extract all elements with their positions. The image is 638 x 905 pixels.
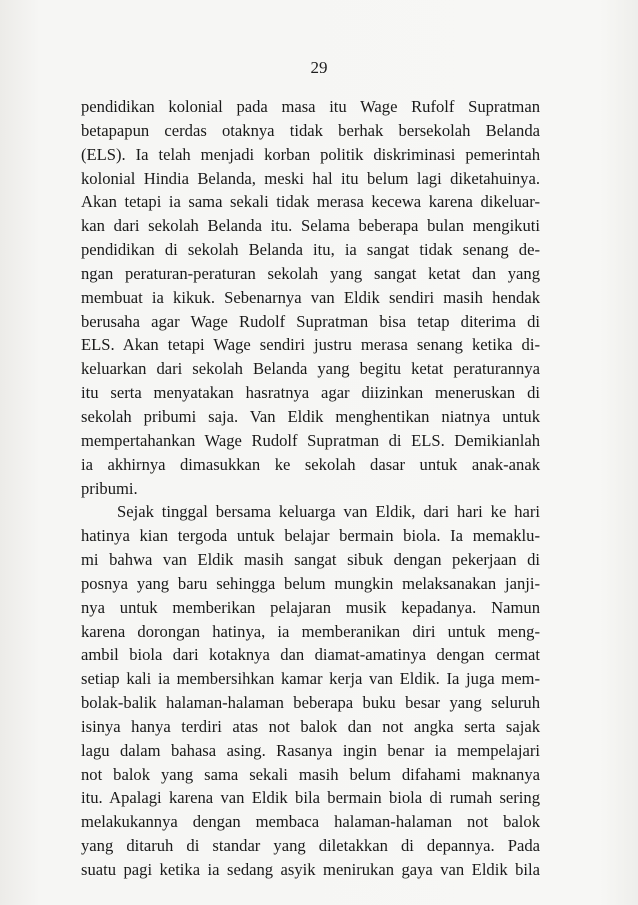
- text-line: lagu dalam bahasa asing. Rasanya ingin benar ia mempelajari: [81, 740, 540, 760]
- text-line: itu serta menyatakan hasratnya agar diizinkan meneruskan di: [81, 383, 540, 403]
- paragraph-1: [81, 95, 540, 500]
- text-line: pendidikan di sekolah Belanda itu, ia sangat tidak senang de-: [81, 240, 540, 260]
- text-line: not balok yang sama sekali masih belum difahami maknanya: [81, 764, 540, 784]
- text-line: kan dari sekolah Belanda itu. Selama beberapa bulan mengikuti: [81, 216, 540, 236]
- text-line: melakukannya dengan membaca halaman-halaman not balok: [81, 812, 540, 832]
- text-line: suatu pagi ketika ia sedang asyik menirukan gaya van Eldik bila: [81, 860, 540, 879]
- text-line: sekolah pribumi saja. Van Eldik menghentikan niatnya untuk: [81, 406, 540, 426]
- text-line: ELS. Akan tetapi Wage sendiri justru merasa senang ketika di-: [81, 335, 540, 355]
- text-line: ambil biola dari kotaknya dan diamat-amatinya dengan cermat: [81, 645, 540, 665]
- text-line: mi bahwa van Eldik masih sangat sibuk dengan pekerjaan di: [81, 550, 540, 570]
- text-line: hatinya kian tergoda untuk belajar bermain biola. Ia memaklu-: [81, 526, 540, 546]
- text-line: ia akhirnya dimasukkan ke sekolah dasar untuk anak-anak: [81, 454, 540, 474]
- text-line: pribumi.: [81, 478, 138, 498]
- text-line: kolonial Hindia Belanda, meski hal itu belum lagi diketahuinya.: [81, 168, 540, 188]
- text-line: ngan peraturan-peraturan sekolah yang sangat ketat dan yang: [81, 263, 540, 283]
- text-line: karena dorongan hatinya, ia memberanikan diri untuk meng-: [81, 621, 540, 641]
- body-text: [81, 95, 540, 882]
- text-line: isinya hanya terdiri atas not balok dan not angka serta sajak: [81, 716, 540, 736]
- paragraph-2: [81, 500, 540, 882]
- text-line: yang ditaruh di standar yang diletakkan di depannya. Pada: [81, 836, 540, 856]
- text-line: Akan tetapi ia sama sekali tidak merasa kecewa karena dikeluar-: [81, 192, 540, 212]
- text-line: betapapun cerdas otaknya tidak berhak bersekolah Belanda: [81, 120, 540, 140]
- page-number: 29: [310, 58, 328, 77]
- text-line: posnya yang baru sehingga belum mungkin melaksanakan janji-: [81, 573, 540, 593]
- text-line: nya untuk memberikan pelajaran musik kepadanya. Namun: [81, 597, 540, 617]
- text-line: mempertahankan Wage Rudolf Supratman di ELS. Demikianlah: [81, 430, 540, 450]
- text-line: bolak-balik halaman-halaman beberapa buku besar yang seluruh: [81, 693, 540, 713]
- text-line: pendidikan kolonial pada masa itu Wage Rufolf Supratman: [81, 97, 540, 116]
- text-line: berusaha agar Wage Rudolf Supratman bisa tetap diterima di: [81, 311, 540, 331]
- text-line: (ELS). Ia telah menjadi korban politik diskriminasi pemerintah: [81, 144, 540, 164]
- text-line: membuat ia kikuk. Sebenarnya van Eldik sendiri masih hendak: [81, 287, 540, 307]
- text-line: Sejak tinggal bersama keluarga van Eldik, dari hari ke hari: [117, 502, 540, 522]
- text-line: keluarkan dari sekolah Belanda yang begitu ketat peraturannya: [81, 359, 540, 379]
- text-line: itu. Apalagi karena van Eldik bila bermain biola di rumah sering: [81, 788, 540, 808]
- text-line: setiap kali ia membersihkan kamar kerja van Eldik. Ia juga mem-: [81, 669, 540, 689]
